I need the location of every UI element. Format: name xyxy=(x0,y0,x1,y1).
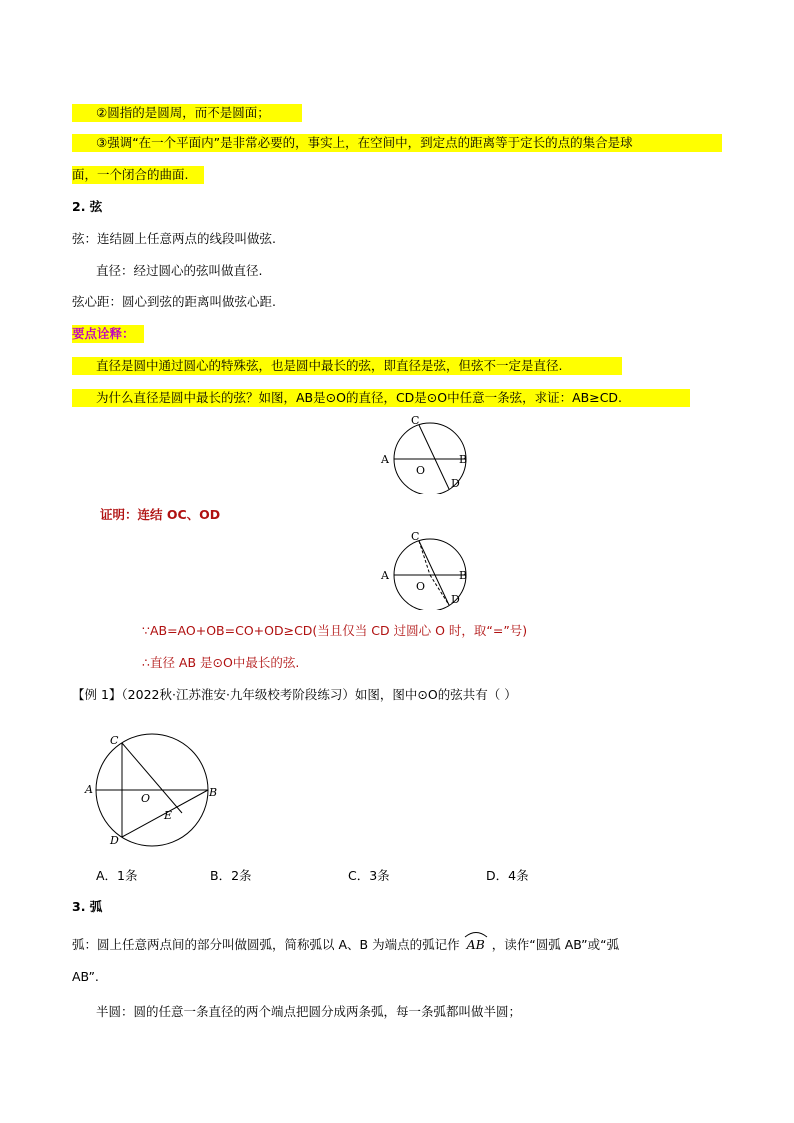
arc-definition-cont: AB”. xyxy=(72,969,99,984)
key-point-1: 直径是圆中通过圆心的特殊弦，也是圆中最长的弦，即直径是弦，但弦不一定是直径. xyxy=(96,358,563,373)
svg-text:C: C xyxy=(411,414,420,427)
svg-text:D: D xyxy=(451,593,460,606)
svg-text:A: A xyxy=(85,783,93,796)
circle-figure-example xyxy=(82,728,222,848)
svg-text:A: A xyxy=(381,453,389,466)
section-heading: 2. 弦 xyxy=(72,199,103,214)
diameter-definition: 直径：经过圆心的弦叫做直径. xyxy=(96,263,263,278)
svg-text:D: D xyxy=(110,834,119,847)
arc-symbol: AB xyxy=(464,936,488,954)
text-line: 面，一个闭合的曲面. xyxy=(72,167,189,182)
svg-text:B: B xyxy=(209,786,218,799)
option-b[interactable]: B．2条 xyxy=(210,868,252,883)
proof-start: 证明：连结 OC、OD xyxy=(100,507,221,522)
key-points-label: 要点诠释： xyxy=(72,326,135,341)
arc-definition-reading: ，读作“圆弧 AB”或“弧 xyxy=(491,937,620,952)
text-line: ③强调“在一个平面内”是非常必要的，事实上，在空间中，到定点的距离等于定长的点的集合是球 xyxy=(96,135,633,150)
svg-text:C: C xyxy=(411,530,420,543)
semicircle-definition: 半圆：圆的任意一条直径的两个端点把圆分成两条弧，每一条弧都叫做半圆； xyxy=(96,1004,522,1019)
option-c[interactable]: C．3条 xyxy=(348,868,390,883)
svg-text:O: O xyxy=(416,580,426,593)
svg-text:E: E xyxy=(164,809,173,822)
arc-mark-icon xyxy=(464,930,488,938)
text-line: ②圆指的是圆周，而不是圆面； xyxy=(96,105,270,120)
option-a[interactable]: A．1条 xyxy=(96,868,138,883)
option-d[interactable]: D．4条 xyxy=(486,868,529,883)
proof-conclusion: ∴直径 AB 是⊙O中最长的弦. xyxy=(142,655,300,670)
arc-definition-text: 弧：圆上任意两点间的部分叫做圆弧，简称弧以 A、B 为端点的弧记作 xyxy=(72,937,460,952)
svg-text:C: C xyxy=(110,734,119,747)
chord-distance-definition: 弦心距：圆心到弦的距离叫做弦心距. xyxy=(72,294,276,309)
svg-text:B: B xyxy=(459,453,468,466)
key-point-2: 为什么直径是圆中最长的弦？如图，AB是⊙O的直径，CD是⊙O中任意一条弦，求证：AB≥CD. xyxy=(96,390,623,405)
svg-text:O: O xyxy=(141,792,151,805)
example-question: 【例 1】（2022秋·江苏淮安·九年级校考阶段练习）如图，图中⊙O的弦共有（ ） xyxy=(72,687,517,702)
circle-figure-2 xyxy=(376,528,476,610)
svg-text:O: O xyxy=(416,464,426,477)
svg-text:A: A xyxy=(381,569,389,582)
proof-step: ∵AB=AO+OB=CO+OD≥CD(当且仅当 CD 过圆心 O 时，取“=”号) xyxy=(142,623,528,638)
svg-text:D: D xyxy=(451,477,460,490)
chord-definition: 弦：连结圆上任意两点的线段叫做弦. xyxy=(72,231,276,246)
svg-text:B: B xyxy=(459,569,468,582)
arc-definition xyxy=(72,936,619,954)
circle-figure-1 xyxy=(376,412,476,494)
section-heading: 3. 弧 xyxy=(72,899,103,914)
